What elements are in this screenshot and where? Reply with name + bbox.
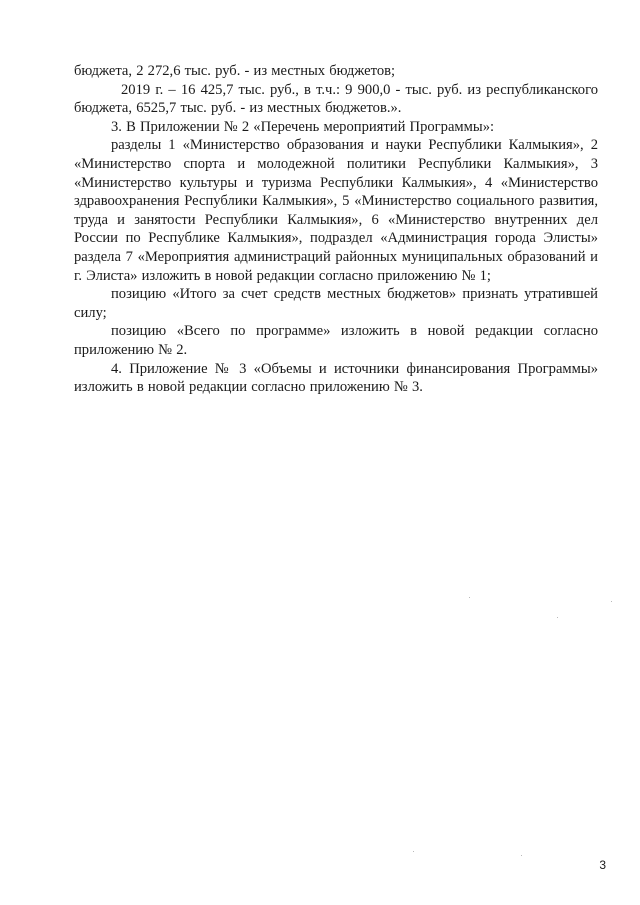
scan-speck bbox=[521, 855, 522, 856]
page-number: 3 bbox=[599, 858, 606, 872]
scan-speck bbox=[469, 597, 470, 598]
paragraph-appendix-3: 4. Приложение № 3 «Объемы и источники финансирования Программы» изложить в новой редакции согласно приложению № 3. bbox=[74, 360, 598, 396]
paragraph-sections-list: разделы 1 «Министерство образования и науки Республики Калмыкия», 2 «Министерство спорта и молодежной политики Республики Калмыкия», 3 «Министерство культуры и туризма Республики Калмыкия», 4 «Министерство здравоохранения Республики Калмыкия», 5 «Министерство социального развития, труда и занятости Республики Калмыкия», 6 «Министерство внутренних дел России по Республике Калмыкия», подраздел «Администрация города Элисты» раздела 7 «Мероприятия администраций районных муниципальных образований и г. Элиста» изложить в новой редакции согласно приложению № 1; bbox=[74, 137, 598, 284]
paragraph-local-budget-total: позицию «Итого за счет средств местных бюджетов» признать утратившей силу; bbox=[74, 286, 598, 321]
paragraph-2019-funding: 2019 г. – 16 425,7 тыс. руб., в т.ч.: 9 900,0 - тыс. руб. из республиканского бюджета, 6525,7 тыс. руб. - из местных бюджетов.». bbox=[74, 81, 598, 117]
scan-speck bbox=[557, 617, 558, 618]
paragraph-appendix-2-heading: 3. В Приложении № 2 «Перечень мероприятий Программы»: bbox=[111, 118, 495, 135]
scan-speck bbox=[611, 601, 612, 602]
paragraph-budget-continuation: бюджета, 2 272,6 тыс. руб. - из местных бюджетов; bbox=[74, 63, 396, 79]
document-body bbox=[74, 62, 598, 397]
paragraph-program-total: позицию «Всего по программе» изложить в новой редакции согласно приложению № 2. bbox=[74, 323, 598, 358]
scan-speck bbox=[413, 851, 414, 852]
